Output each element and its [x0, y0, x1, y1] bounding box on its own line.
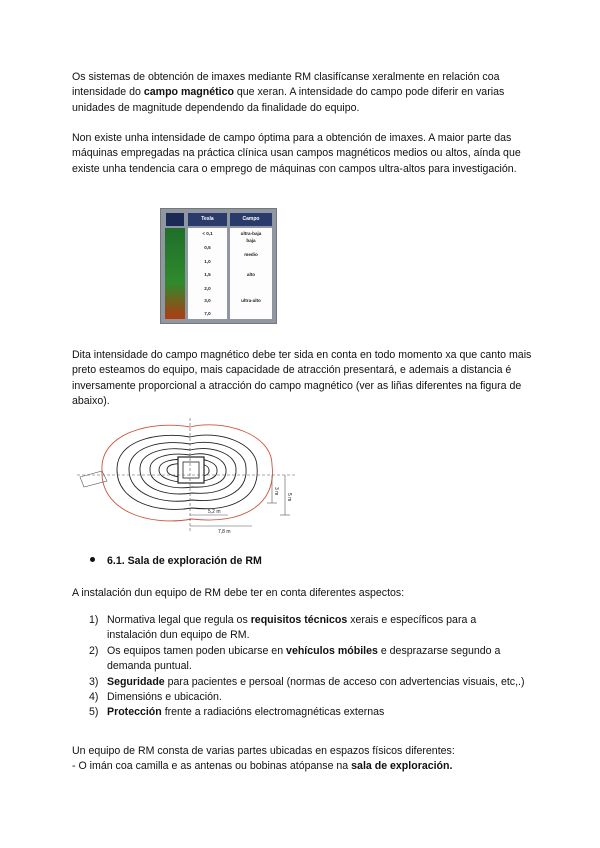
- campo-value: alto: [246, 272, 256, 277]
- tesla-value: 1,5: [204, 272, 211, 277]
- list-item: 4) Dimensións e ubicación.: [89, 691, 222, 704]
- keyword-campo-magnetico: campo magnético: [143, 86, 234, 99]
- header-campo: Campo: [230, 213, 272, 226]
- header-tesla: Tesla: [188, 213, 227, 226]
- intro-paragraph: Os sistemas de obtención de imaxes mediante RM clasifícanse xeralmente en relación coa intensidade do campo magnético que xeran. A intensidade do campo pode diferir en varias unidades de magnitude dependendo da finalidade do equipo.: [72, 71, 505, 114]
- field-strength-paragraph: Non existe unha intensidade de campo óptima para a obtención de imaxes. A maior parte das máquinas empregadas na práctica clínica usan campos magnéticos medios ou altos, aínda que existe unha tendencia cara o emprego de máquinas con campos ultra-altos para investigación.: [72, 132, 521, 175]
- tesla-value: 7,0: [204, 311, 211, 316]
- tesla-value: 1,0: [204, 259, 211, 264]
- dim-height-inner: 3 m: [273, 487, 279, 496]
- table-logo: [166, 213, 184, 226]
- magnet-bore: [178, 457, 204, 483]
- field-gradient-bar: [165, 228, 185, 319]
- dim-width-outer: 7,8 m: [218, 529, 231, 535]
- campo-value: ultra-baja: [240, 231, 262, 236]
- list-item: 5) Protección frente a radiacións electromagnéticas externas: [89, 706, 385, 719]
- field-strength-table: [160, 208, 277, 324]
- campo-value: baja: [246, 238, 256, 243]
- section-heading: 6.1. Sala de exploración de RM: [90, 555, 262, 567]
- magnetic-field-figure: [72, 415, 308, 545]
- keyword-sala-exploracion: sala de exploración.: [351, 760, 453, 772]
- tesla-value: 3,0: [204, 298, 211, 303]
- tesla-value: 0,5: [204, 245, 211, 250]
- requirements-list: [89, 613, 529, 721]
- installation-intro: A instalación dun equipo de RM debe ter en conta diferentes aspectos:: [72, 587, 405, 599]
- dim-width-inner: 5,2 m: [208, 509, 221, 515]
- dim-height-outer: 5 m: [286, 493, 292, 502]
- bullet-icon: [90, 557, 95, 562]
- campo-value: medio: [244, 252, 258, 257]
- list-item: 1) Normativa legal que regula os requisitos técnicos xerais e específicos para a instalación dun equipo de RM.: [89, 614, 477, 642]
- equipment-parts-paragraph: Un equipo de RM consta de varias partes ubicadas en espazos físicos diferentes:: [72, 745, 455, 757]
- list-item: 3) Seguridade para pacientes e persoal (normas de acceso con advertencias visuais, etc,.): [89, 675, 525, 688]
- list-item: 2) Os equipos tamen poden ubicarse en vehículos móbiles e desprazarse segundo a demanda puntual.: [89, 644, 501, 673]
- exam-room-line: - O imán coa camilla e as antenas ou bobinas atópanse na sala de exploración.: [72, 760, 453, 772]
- attraction-paragraph: Dita intensidade do campo magnético debe ter sida en conta en todo momento xa que canto mais preto esteamos do equipo, mais capacidade de atracción presentará, e ademais a distancia é inversamente proporcional a atracción do campo magnético (ver as liñas diferentes na figura de abaixo).: [72, 349, 532, 408]
- campo-value: ultra-alto: [241, 298, 261, 303]
- tesla-value: < 0,1: [202, 231, 213, 236]
- tesla-value: 2,0: [204, 286, 211, 291]
